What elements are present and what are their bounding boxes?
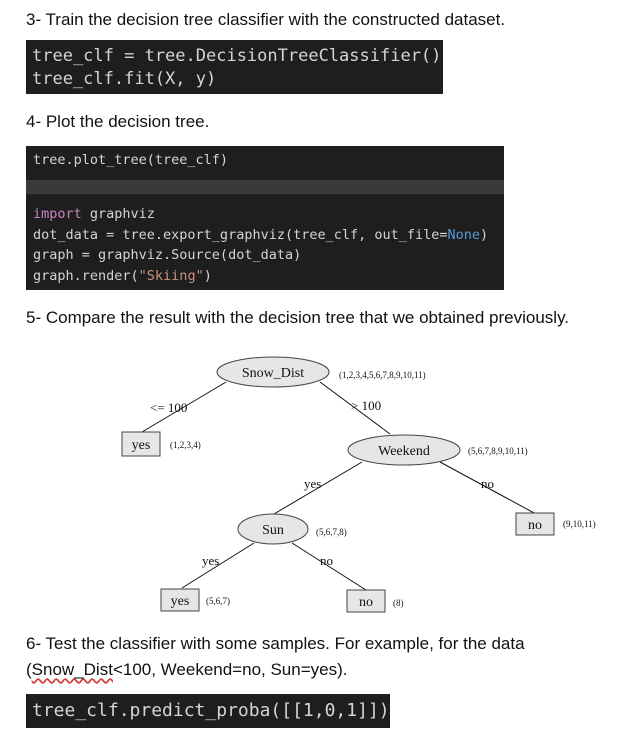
edge-label: > 100 bbox=[351, 398, 382, 413]
node-label: Sun bbox=[262, 523, 284, 538]
string-literal: "Skiing" bbox=[138, 267, 204, 284]
code-block-train bbox=[26, 40, 443, 94]
edge-label: yes bbox=[202, 553, 220, 568]
step-5-text: 5- Compare the result with the decision tree that we obtained previously. bbox=[26, 308, 570, 327]
step-6-line-1: 6- Test the classifier with some samples. For example, for the data bbox=[26, 634, 525, 653]
code-line: tree_clf.predict_proba([[1,0,1]]) bbox=[32, 700, 390, 721]
code-block-plot bbox=[26, 146, 504, 290]
edge-label: <= 100 bbox=[150, 400, 188, 415]
code-line bbox=[33, 204, 488, 225]
code-line: tree_clf = tree.DecisionTreeClassifier() bbox=[32, 46, 442, 66]
code-line: tree_clf.fit(X, y) bbox=[32, 69, 217, 89]
leaf-label: no bbox=[359, 595, 373, 610]
code-line bbox=[33, 225, 488, 246]
node-label: Snow_Dist bbox=[241, 366, 305, 381]
leaf-sample-ids: (5,6,7) bbox=[206, 596, 230, 606]
step-6-line-2 bbox=[26, 658, 347, 682]
text-fragment: <100, Weekend=no, Sun=yes). bbox=[112, 660, 348, 679]
code-text: graphviz bbox=[81, 206, 155, 222]
literal: None bbox=[447, 226, 481, 243]
node-sample-ids: (5,6,7,8) bbox=[316, 527, 347, 537]
leaf-label: no bbox=[528, 518, 542, 533]
leaf-label: yes bbox=[131, 438, 151, 453]
node-sample-ids: (1,2,3,4,5,6,7,8,9,10,11) bbox=[339, 370, 426, 380]
cell-separator bbox=[26, 180, 504, 194]
code-line bbox=[33, 266, 488, 287]
text-fragment: ( bbox=[26, 660, 32, 679]
code-line: graph = graphviz.Source(dot_data) bbox=[33, 247, 302, 263]
code-text: graph.render( bbox=[33, 267, 139, 284]
leaf-sample-ids: (9,10,11) bbox=[563, 519, 596, 529]
code-text: dot_data = tree.export_graphviz(tree_clf, out_file= bbox=[33, 226, 448, 243]
code-text: ) bbox=[480, 226, 489, 243]
keyword: import bbox=[33, 206, 82, 222]
edge-label: no bbox=[320, 553, 333, 568]
step-3-text: 3- Train the decision tree classifier with the constructed dataset. bbox=[26, 10, 506, 29]
edge-label: yes bbox=[304, 476, 322, 491]
edge-label: no bbox=[481, 476, 494, 491]
leaf-label: yes bbox=[170, 594, 190, 609]
step-4-text: 4- Plot the decision tree. bbox=[26, 112, 210, 131]
node-label: Weekend bbox=[378, 444, 430, 459]
code-text: ) bbox=[203, 267, 212, 284]
leaf-sample-ids: (1,2,3,4) bbox=[170, 440, 201, 450]
spellcheck-word: Snow_Dist bbox=[31, 660, 113, 679]
code-block-predict bbox=[26, 694, 390, 728]
node-sample-ids: (5,6,7,8,9,10,11) bbox=[468, 446, 528, 456]
code-line: tree.plot_tree(tree_clf) bbox=[33, 152, 229, 168]
leaf-sample-ids: (8) bbox=[393, 598, 404, 608]
decision-tree-diagram bbox=[0, 340, 628, 630]
